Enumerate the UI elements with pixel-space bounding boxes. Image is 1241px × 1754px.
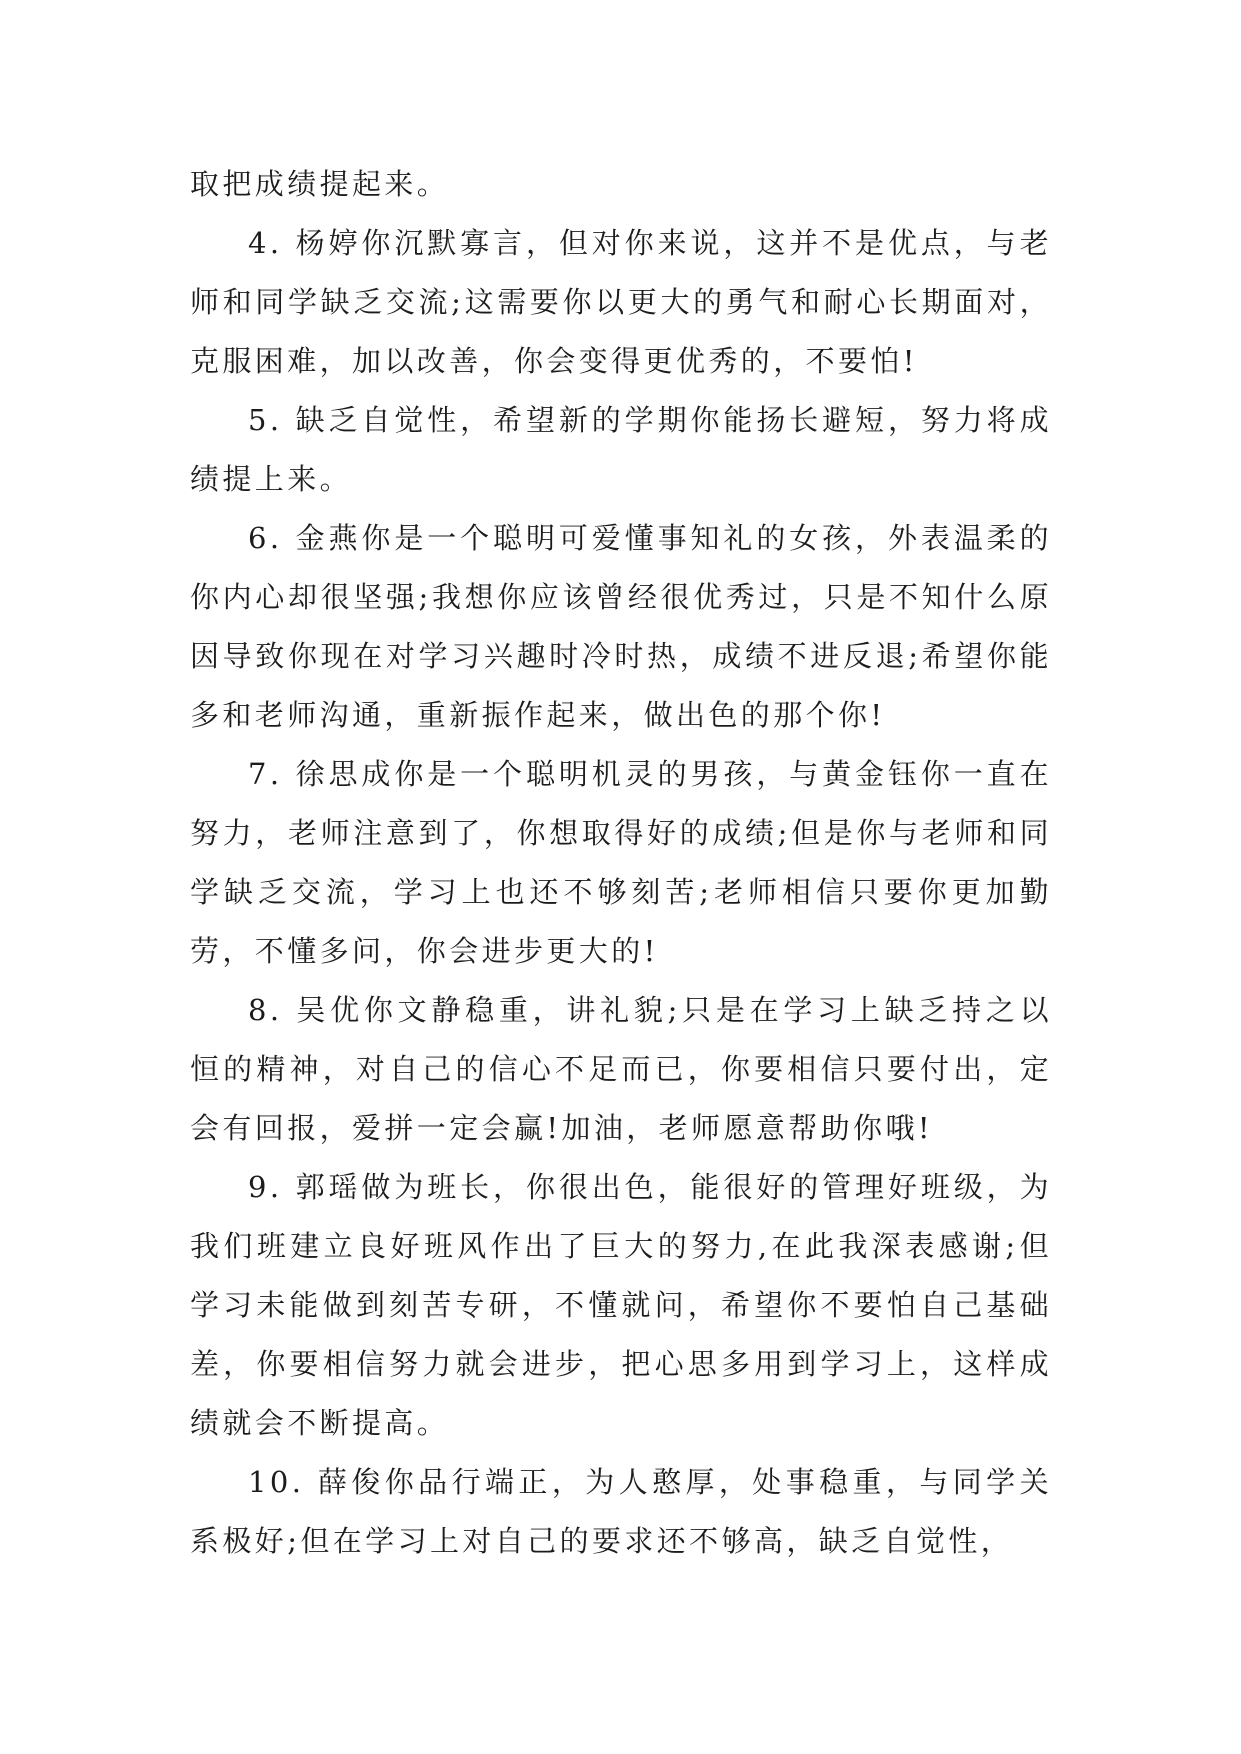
paragraph-comment-8: 8. 吴优你文静稳重，讲礼貌;只是在学习上缺乏持之以恒的精神，对自己的信心不足而已，你要相信只要付出，定会有回报，爱拼一定会赢!加油，老师愿意帮助你哦! — [190, 993, 1052, 1145]
paragraph-comment-10: 10. 薛俊你品行端正，为人憨厚，处事稳重，与同学关系极好;但在学习上对自己的要求还不够高，缺乏自觉性， — [190, 1465, 1052, 1558]
paragraph-continuation: 取把成绩提起来。 — [190, 167, 450, 201]
paragraph-comment-5: 5. 缺乏自觉性，希望新的学期你能扬长避短，努力将成绩提上来。 — [190, 403, 1052, 496]
paragraph-comment-4: 4. 杨婷你沉默寡言，但对你来说，这并不是优点，与老师和同学缺乏交流;这需要你以更大的勇气和耐心长期面对，克服困难，加以改善，你会变得更优秀的，不要怕! — [190, 226, 1052, 378]
paragraph-comment-9: 9. 郭瑶做为班长，你很出色，能很好的管理好班级，为我们班建立良好班风作出了巨大的努力,在此我深表感谢;但学习未能做到刻苦专研，不懂就问，希望你不要怕自己基础差，你要相信努力就会进步，把心思多用到学习上，这样成绩就会不断提高。 — [190, 1170, 1052, 1440]
paragraph-comment-7: 7. 徐思成你是一个聪明机灵的男孩，与黄金钰你一直在努力，老师注意到了，你想取得好的成绩;但是你与老师和同学缺乏交流，学习上也还不够刻苦;老师相信只要你更加勤劳，不懂多问，你会进步更大的! — [190, 757, 1052, 968]
paragraph-comment-6: 6. 金燕你是一个聪明可爱懂事知礼的女孩，外表温柔的你内心却很坚强;我想你应该曾经很优秀过，只是不知什么原因导致你现在对学习兴趣时冷时热，成绩不进反退;希望你能多和老师沟通，重新振作起来，做出色的那个你! — [190, 521, 1052, 732]
document-body — [190, 155, 1052, 1571]
